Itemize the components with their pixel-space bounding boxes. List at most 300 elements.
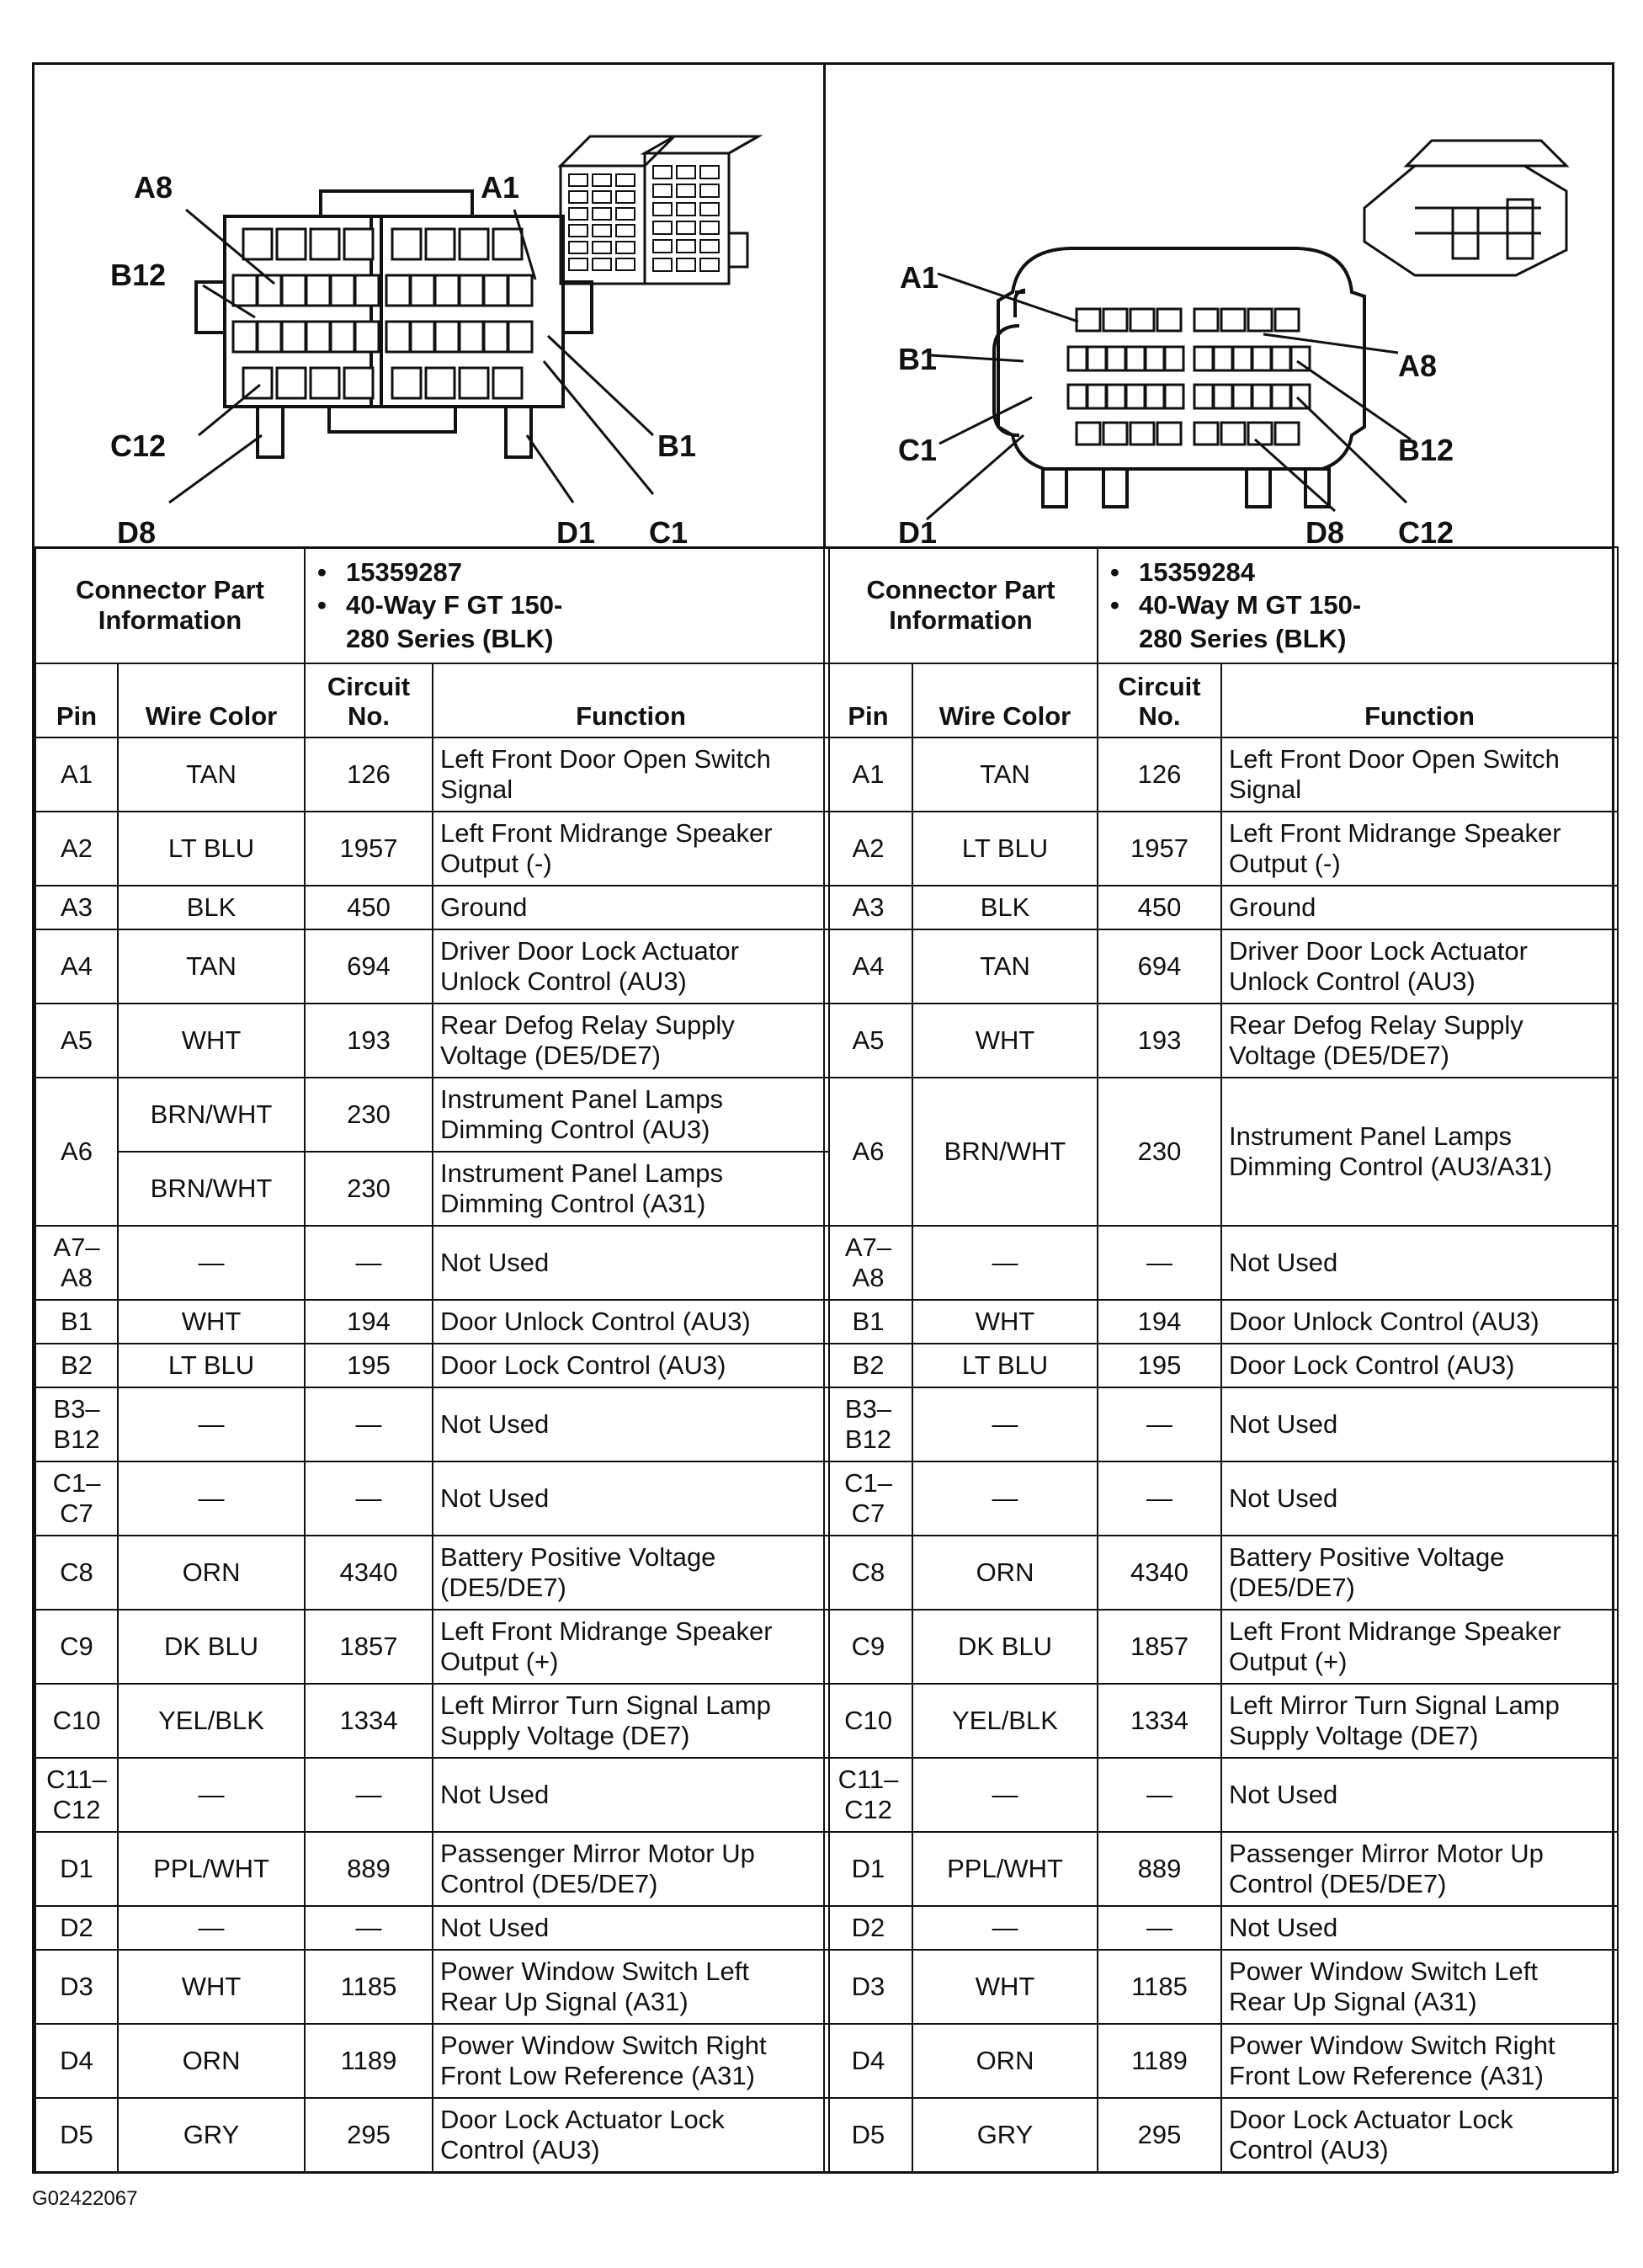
pin-cavity — [493, 229, 522, 259]
pin-cell — [824, 929, 912, 1004]
label-A8: A8 — [1398, 349, 1438, 383]
function-cell — [433, 1684, 829, 1758]
function-cell — [1221, 1078, 1618, 1226]
pin-line2: C7 — [60, 1499, 93, 1528]
pin-cell — [824, 812, 912, 886]
pin-line1: C9 — [851, 1632, 885, 1662]
circuit-cell: — — [1098, 1387, 1221, 1461]
pin-row — [824, 1536, 1618, 1610]
function-line1: Not Used — [1229, 1913, 1338, 1943]
pin-cell — [824, 1906, 912, 1950]
function-line1: Instrument Panel Lamps — [1229, 1121, 1513, 1152]
function-line1: Door Unlock Control (AU3) — [440, 1307, 751, 1337]
pin-cavity — [1103, 309, 1127, 331]
wire-color-cell: WHT — [912, 1300, 1098, 1344]
wire-color-cell: LT BLU — [912, 1344, 1098, 1387]
pin-line1: A6 — [852, 1137, 885, 1167]
pin-line1: A7– — [844, 1232, 892, 1263]
pin-row — [35, 1536, 829, 1610]
label-B1: B1 — [898, 342, 938, 376]
part-info-row — [824, 547, 1618, 663]
function-cell — [1221, 2098, 1618, 2172]
female-connector-diagram — [35, 65, 826, 549]
function-line1: Left Front Midrange Speaker — [1229, 818, 1561, 849]
wire-color-cell: DK BLU — [912, 1610, 1098, 1684]
pin-cavity — [1130, 309, 1154, 331]
pin-cavity — [1272, 385, 1290, 408]
female-connector-drawing — [35, 65, 826, 546]
wire-color-cell: PPL/WHT — [118, 1832, 305, 1906]
wire-color-cell: TAN — [118, 737, 305, 812]
function-cell — [433, 1758, 829, 1832]
function-cell — [1221, 1950, 1618, 2024]
pin-cell — [824, 1226, 912, 1300]
pin-cavity — [460, 275, 483, 306]
pin-cavity — [306, 275, 330, 306]
function-cell — [433, 2098, 829, 2172]
wire-color-cell: BLK — [118, 886, 305, 929]
pin-cavity — [233, 322, 257, 352]
function-cell — [1221, 812, 1618, 886]
label-A1: A1 — [900, 260, 939, 295]
pin-cell — [824, 1300, 912, 1344]
figure-id: G02422067 — [32, 2187, 138, 2210]
header-function: Function — [1221, 663, 1618, 737]
part-info-values: • 15359287 • 40-Way F GT 150- 280 Series (BLK) — [305, 547, 829, 663]
function-line2: Voltage (DE5/DE7) — [440, 1041, 661, 1070]
circuit-cell: 194 — [305, 1300, 433, 1344]
pin-line1: A2 — [852, 833, 885, 864]
pin-line1: C8 — [851, 1557, 885, 1588]
function-line2: Unlock Control (AU3) — [440, 966, 687, 996]
pin-cavity — [1233, 385, 1252, 408]
pin-cavity — [508, 275, 532, 306]
pin-row — [824, 1758, 1618, 1832]
header-circuit-line1: Circuit — [1118, 671, 1201, 701]
function-cell — [433, 1152, 829, 1226]
part-info-values: • 15359284 • 40-Way M GT 150- 280 Series (BLK) — [1098, 547, 1618, 663]
pin-cavity — [243, 229, 272, 259]
perspective-cavity — [653, 258, 672, 271]
pin-row — [35, 1758, 829, 1832]
part-number: 15359284 — [1139, 556, 1255, 587]
pin-cavity — [1272, 347, 1290, 370]
circuit-cell: 126 — [305, 737, 433, 812]
label-A8: A8 — [134, 170, 173, 205]
pin-line1: A3 — [852, 892, 885, 923]
function-cell — [1221, 1461, 1618, 1536]
pin-cavity — [1252, 385, 1271, 408]
function-cell — [1221, 1758, 1618, 1832]
pin-cell — [824, 1387, 912, 1461]
function-line1: Battery Positive Voltage — [1229, 1542, 1505, 1573]
wire-color-cell: TAN — [912, 737, 1098, 812]
wire-color-cell: WHT — [118, 1004, 305, 1078]
perspective-cavity — [616, 208, 635, 220]
function-line1: Door Lock Actuator Lock — [440, 2105, 725, 2135]
pin-line2: A8 — [852, 1263, 885, 1292]
function-cell — [433, 1300, 829, 1344]
pin-cavity — [311, 229, 339, 259]
pin-cell — [35, 1758, 118, 1832]
pin-row — [35, 737, 829, 812]
pin-cavity — [331, 275, 354, 306]
perspective-cavity — [569, 225, 588, 237]
pin-line1: B3– — [53, 1394, 100, 1424]
connector-description-line2: 280 Series (BLK) — [1139, 623, 1347, 653]
circuit-cell: 1185 — [305, 1950, 433, 2024]
part-number: 15359287 — [346, 556, 462, 587]
function-line2: Dimming Control (AU3) — [440, 1115, 710, 1144]
function-line1: Door Lock Actuator Lock — [1229, 2105, 1513, 2135]
pin-line1: C8 — [60, 1557, 93, 1588]
pin-cell — [824, 1758, 912, 1832]
wire-color-cell: WHT — [912, 1004, 1098, 1078]
pin-row — [824, 737, 1618, 812]
wire-color-cell: — — [912, 1906, 1098, 1950]
function-cell — [1221, 1906, 1618, 1950]
pin-cell — [824, 1344, 912, 1387]
perspective-cavity — [653, 166, 672, 178]
connector-description-line2: 280 Series (BLK) — [346, 623, 554, 653]
pin-cavity — [392, 229, 421, 259]
part-info-label — [824, 547, 1098, 663]
circuit-cell: — — [305, 1758, 433, 1832]
pin-cell — [35, 1461, 118, 1536]
pin-cell — [824, 1950, 912, 2024]
function-line1: Not Used — [440, 1483, 550, 1514]
pin-row — [35, 1344, 829, 1387]
pin-cavity — [386, 322, 410, 352]
pin-cell — [824, 1684, 912, 1758]
circuit-cell: 1857 — [1098, 1610, 1221, 1684]
circuit-cell: 694 — [305, 929, 433, 1004]
function-line2: Voltage (DE5/DE7) — [1229, 1041, 1449, 1070]
header-pin: Pin — [35, 663, 118, 737]
pin-cavity — [277, 368, 306, 398]
pin-cell — [824, 1536, 912, 1610]
perspective-cavity — [700, 184, 719, 197]
pin-cavity — [1087, 347, 1106, 370]
wire-color-cell: — — [118, 1226, 305, 1300]
header-wire-color: Wire Color — [912, 663, 1098, 737]
pin-line1: C10 — [844, 1706, 892, 1736]
pin-row — [824, 1832, 1618, 1906]
function-line1: Left Front Door Open Switch — [1229, 744, 1560, 775]
pin-cavity — [1068, 347, 1087, 370]
perspective-cavity — [569, 242, 588, 253]
pin-cavity — [484, 275, 508, 306]
perspective-cavity — [569, 208, 588, 220]
circuit-cell: 1185 — [1098, 1950, 1221, 2024]
label-D1: D1 — [556, 515, 596, 546]
function-line2: Control (AU3) — [1229, 2135, 1389, 2164]
circuit-cell: 194 — [1098, 1300, 1221, 1344]
pin-row — [35, 2024, 829, 2098]
function-cell — [433, 1226, 829, 1300]
pin-line2: A8 — [61, 1263, 93, 1292]
pin-cell — [824, 2024, 912, 2098]
pin-line1: A5 — [61, 1025, 93, 1056]
wire-color-cell: — — [912, 1226, 1098, 1300]
pin-cavity — [1107, 385, 1125, 408]
label-C12: C12 — [1398, 515, 1454, 546]
perspective-cavity — [653, 203, 672, 216]
pin-cavity — [277, 229, 306, 259]
perspective-cavity — [677, 184, 695, 197]
header-circuit-line2: No. — [348, 701, 390, 732]
function-cell — [433, 1461, 829, 1536]
circuit-cell: 4340 — [305, 1536, 433, 1610]
circuit-cell: 889 — [305, 1832, 433, 1906]
label-D8: D8 — [1305, 515, 1345, 546]
pin-cavity — [306, 322, 330, 352]
function-cell — [1221, 1387, 1618, 1461]
function-line2: Unlock Control (AU3) — [1229, 966, 1476, 996]
pin-row — [35, 1684, 829, 1758]
pin-row — [824, 1610, 1618, 1684]
function-line1: Ground — [1229, 892, 1316, 923]
circuit-cell: 295 — [1098, 2098, 1221, 2172]
pin-cavity — [1068, 385, 1087, 408]
pin-cell — [35, 1950, 118, 2024]
part-info-label-line1: Connector Part — [76, 575, 264, 605]
function-line1: Not Used — [440, 1248, 550, 1278]
header-circuit-line1: Circuit — [327, 671, 411, 701]
header-wire-color: Wire Color — [118, 663, 305, 737]
circuit-cell: 1189 — [305, 2024, 433, 2098]
pin-line1: C11– — [46, 1765, 107, 1795]
pin-line1: C9 — [60, 1632, 93, 1662]
pin-cell — [35, 2098, 118, 2172]
pin-line1: D4 — [60, 2046, 93, 2076]
function-line2: Control (DE5/DE7) — [1229, 1869, 1447, 1898]
function-line1: Not Used — [1229, 1780, 1338, 1810]
wire-color-cell: — — [118, 1387, 305, 1461]
perspective-cavity — [677, 240, 695, 253]
function-line2: Output (-) — [1229, 849, 1341, 878]
pin-cavity — [426, 229, 455, 259]
function-line1: Door Lock Control (AU3) — [440, 1350, 726, 1381]
label-C12: C12 — [110, 429, 167, 463]
pin-line2: B12 — [53, 1424, 100, 1454]
pin-line1: C1– — [52, 1468, 101, 1499]
pin-line1: A4 — [61, 951, 93, 982]
wire-color-cell: BLK — [912, 886, 1098, 929]
function-cell — [433, 1004, 829, 1078]
function-cell — [1221, 1832, 1618, 1906]
pin-line1: C10 — [52, 1706, 101, 1736]
function-line2: (DE5/DE7) — [440, 1573, 566, 1602]
function-line2: Dimming Control (A31) — [440, 1189, 706, 1218]
function-cell — [433, 812, 829, 886]
label-D8: D8 — [117, 515, 157, 546]
function-cell — [433, 1536, 829, 1610]
pin-cavity — [1165, 385, 1183, 408]
pin-line1: B2 — [61, 1350, 93, 1381]
pin-row — [35, 1832, 829, 1906]
function-line1: Battery Positive Voltage — [440, 1542, 716, 1573]
function-cell — [1221, 929, 1618, 1004]
male-pinout-table — [823, 546, 1619, 2173]
perspective-cavity — [593, 225, 611, 237]
pin-cavity — [1194, 347, 1213, 370]
pin-row — [824, 1226, 1618, 1300]
perspective-cavity — [616, 191, 635, 203]
function-cell — [433, 1387, 829, 1461]
perspective-cavity — [700, 166, 719, 178]
perspective-cavity — [677, 203, 695, 216]
pin-cavity — [258, 322, 281, 352]
function-line2: Output (-) — [440, 849, 552, 878]
pin-row — [35, 929, 829, 1004]
function-cell — [433, 2024, 829, 2098]
pin-cell — [35, 1300, 118, 1344]
wire-color-cell: LT BLU — [118, 1344, 305, 1387]
wire-color-cell: — — [118, 1461, 305, 1536]
pin-cavity — [1248, 423, 1272, 445]
pin-line1: D5 — [851, 2120, 885, 2150]
pin-cavity — [1221, 309, 1245, 331]
header-pin: Pin — [824, 663, 912, 737]
pin-cavity — [282, 322, 306, 352]
label-A1: A1 — [481, 170, 520, 205]
circuit-cell: — — [305, 1387, 433, 1461]
pin-cavity — [435, 275, 459, 306]
pin-row — [824, 1004, 1618, 1078]
pin-cell — [35, 1832, 118, 1906]
wire-color-cell: TAN — [118, 929, 305, 1004]
pin-cell — [35, 812, 118, 886]
pin-line1: A2 — [61, 833, 93, 864]
pin-cell — [35, 886, 118, 929]
function-cell — [433, 1832, 829, 1906]
pin-cell — [824, 1078, 912, 1226]
pin-cavity — [508, 322, 532, 352]
wire-color-cell: ORN — [118, 1536, 305, 1610]
function-cell — [1221, 737, 1618, 812]
wire-color-cell: WHT — [118, 1950, 305, 2024]
perspective-cavity — [616, 258, 635, 270]
pin-cavity — [1157, 309, 1181, 331]
function-line2: Rear Up Signal (A31) — [1229, 1987, 1477, 2016]
pin-row — [35, 812, 829, 886]
pin-cavity — [1077, 423, 1100, 445]
perspective-cavity — [653, 221, 672, 234]
header-circuit-line2: No. — [1138, 701, 1181, 732]
pin-cell — [35, 1004, 118, 1078]
pin-cell — [35, 929, 118, 1004]
circuit-cell: — — [305, 1226, 433, 1300]
wire-color-cell: — — [118, 1906, 305, 1950]
pin-row — [824, 1684, 1618, 1758]
perspective-cavity — [569, 191, 588, 203]
circuit-cell: — — [305, 1461, 433, 1536]
pin-line2: B12 — [844, 1424, 892, 1454]
pin-line1: D2 — [60, 1913, 93, 1943]
header-circuit — [1098, 663, 1221, 737]
pin-row — [35, 1906, 829, 1950]
pin-cell — [35, 1684, 118, 1758]
pin-cavity — [1194, 423, 1218, 445]
function-line1: Driver Door Lock Actuator — [440, 936, 739, 966]
function-line1: Not Used — [1229, 1483, 1338, 1514]
circuit-cell: 1189 — [1098, 2024, 1221, 2098]
function-line1: Power Window Switch Right — [1229, 2031, 1555, 2061]
perspective-cavity — [616, 242, 635, 253]
pin-line2: C12 — [844, 1795, 892, 1824]
column-header-row — [35, 663, 829, 737]
function-line1: Not Used — [1229, 1409, 1338, 1440]
male-connector-drawing — [826, 65, 1617, 546]
pin-cavity — [1214, 347, 1232, 370]
wire-color-cell: GRY — [912, 2098, 1098, 2172]
function-cell — [1221, 886, 1618, 929]
function-line1: Power Window Switch Left — [1229, 1957, 1538, 1987]
circuit-cell: — — [1098, 1906, 1221, 1950]
label-C1: C1 — [898, 433, 938, 467]
pin-row — [824, 1344, 1618, 1387]
pin-line1: D2 — [851, 1913, 885, 1943]
pin-cavity — [1130, 423, 1154, 445]
perspective-cavity — [677, 166, 695, 178]
circuit-cell: 195 — [305, 1344, 433, 1387]
wire-color-cell: YEL/BLK — [912, 1684, 1098, 1758]
pin-line1: C1– — [844, 1468, 892, 1499]
function-cell — [433, 737, 829, 812]
circuit-cell: — — [305, 1906, 433, 1950]
circuit-cell: 1957 — [1098, 812, 1221, 886]
label-B1: B1 — [657, 429, 697, 463]
pin-cell — [35, 1536, 118, 1610]
circuit-cell: — — [1098, 1461, 1221, 1536]
pin-line1: D3 — [60, 1972, 93, 2002]
pin-cell — [35, 1226, 118, 1300]
pin-cavity — [1146, 385, 1164, 408]
function-cell — [433, 1344, 829, 1387]
pin-row — [35, 1387, 829, 1461]
wire-color-cell: — — [118, 1758, 305, 1832]
function-cell — [1221, 1536, 1618, 1610]
function-cell — [1221, 2024, 1618, 2098]
pin-cavity — [1107, 347, 1125, 370]
pin-cavity — [1275, 309, 1299, 331]
pin-cell — [35, 1906, 118, 1950]
function-line1: Left Front Midrange Speaker — [440, 818, 773, 849]
circuit-cell: 1957 — [305, 812, 433, 886]
pin-cavity — [1087, 385, 1106, 408]
function-line2: Supply Voltage (DE7) — [1229, 1721, 1479, 1750]
function-line2: Front Low Reference (A31) — [440, 2061, 755, 2090]
wire-color-cell: — — [912, 1387, 1098, 1461]
function-cell — [433, 886, 829, 929]
pin-cell — [824, 1832, 912, 1906]
pin-cell — [35, 1387, 118, 1461]
pin-cavity — [282, 275, 306, 306]
pin-cavity — [344, 368, 373, 398]
perspective-cavity — [569, 174, 588, 186]
circuit-cell: 126 — [1098, 737, 1221, 812]
pin-row — [35, 1610, 829, 1684]
pin-line1: D1 — [851, 1854, 885, 1884]
function-line1: Left Mirror Turn Signal Lamp — [1229, 1690, 1560, 1721]
pin-line1: A7– — [53, 1232, 100, 1263]
pin-cavity — [493, 368, 522, 398]
connector-sheet — [32, 62, 1614, 2174]
pin-line1: B1 — [852, 1307, 885, 1337]
pin-cavity — [355, 322, 379, 352]
function-line2: Signal — [1229, 775, 1302, 804]
